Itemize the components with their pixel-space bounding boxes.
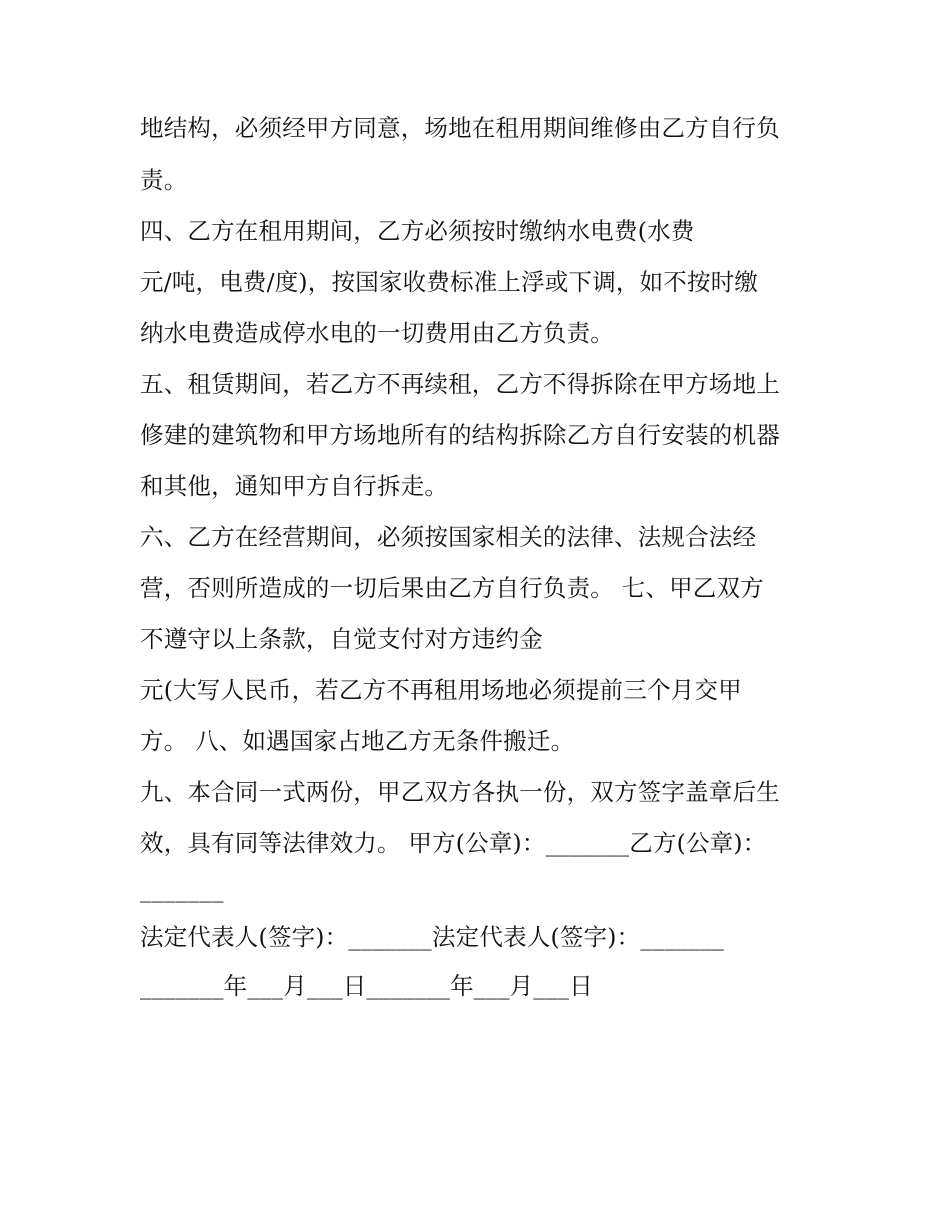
paragraph-line: 责。 xyxy=(140,166,188,194)
paragraph-line: 和其他，通知甲方自行拆走。 xyxy=(140,472,449,500)
seal-line: 效，具有同等法律效力。 甲方(公章)：_______乙方(公章)： xyxy=(140,829,767,857)
paragraph-line: 不遵守以上条款，自觉支付对方违约金 xyxy=(140,625,543,653)
clause-four-line: 四、乙方在租用期间，乙方必须按时缴纳水电费(水费 xyxy=(140,217,695,245)
paragraph-line: 方。 八、如遇国家占地乙方无条件搬迁。 xyxy=(140,727,575,755)
paragraph-line: 纳水电费造成停水电的一切费用由乙方负责。 xyxy=(140,319,614,347)
date-line: _______年___月___日_______年___月___日 xyxy=(140,972,593,1000)
paragraph-line: 修建的建筑物和甲方场地所有的结构拆除乙方自行安装的机器 xyxy=(140,421,780,449)
clause-five-line: 五、租赁期间，若乙方不再续租，乙方不得拆除在甲方场地上 xyxy=(140,370,780,398)
paragraph-line: 地结构，必须经甲方同意，场地在租用期间维修由乙方自行负 xyxy=(140,114,780,142)
clause-six-line: 六、乙方在经营期间，必须按国家相关的法律、法规合法经 xyxy=(140,523,757,551)
paragraph-line: 营，否则所造成的一切后果由乙方自行负责。 七、甲乙双方 xyxy=(140,574,764,602)
blank-line: _______ xyxy=(140,875,224,903)
paragraph-line: 元/吨，电费/度)，按国家收费标准上浮或下调，如不按时缴 xyxy=(140,268,759,296)
clause-nine-line: 九、本合同一式两份，甲乙双方各执一份，双方签字盖章后生 xyxy=(140,778,780,806)
paragraph-line: 元(大写人民币，若乙方不再租用场地必须提前三个月交甲 xyxy=(140,676,742,704)
signature-line: 法定代表人(签字)：_______法定代表人(签字)：_______ xyxy=(140,923,724,951)
